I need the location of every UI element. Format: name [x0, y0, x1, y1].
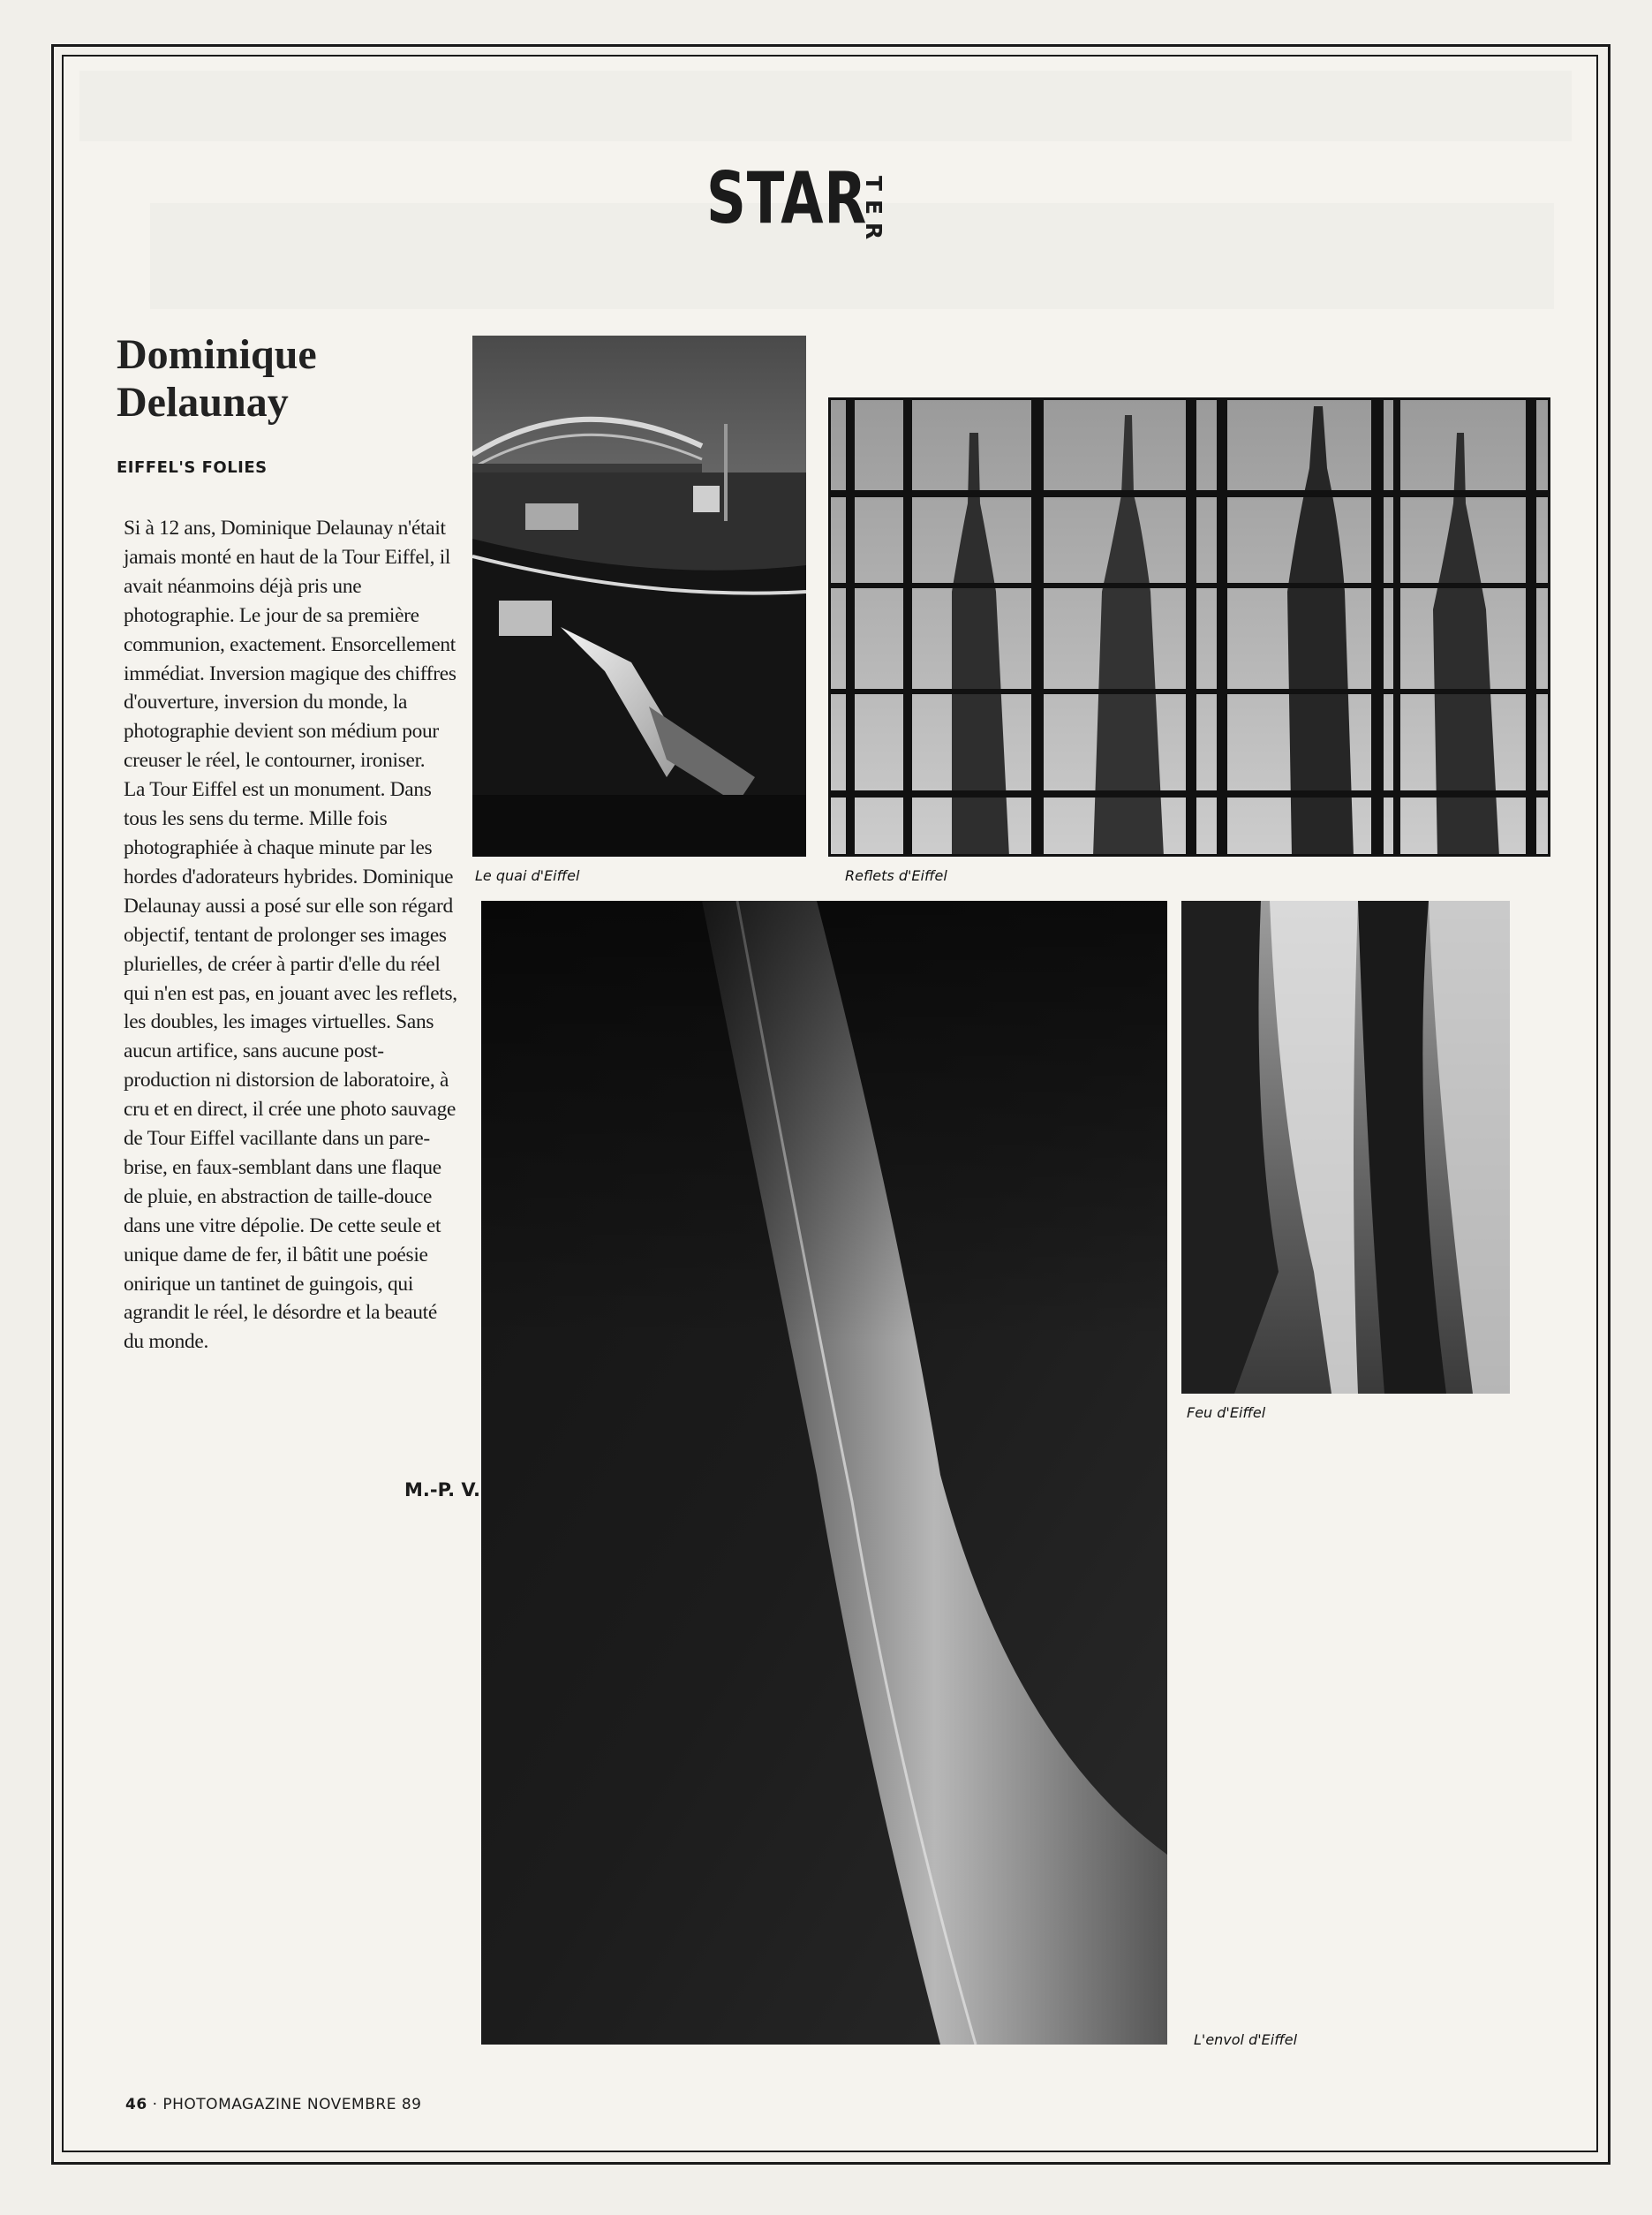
section-header-star: STAR	[706, 157, 868, 239]
author-name: Dominique Delaunay	[117, 331, 317, 426]
caption-envol-eiffel: L'envol d'Eiffel	[1194, 2031, 1298, 2048]
article-body	[124, 514, 459, 1357]
photo-reflets-eiffel	[828, 397, 1550, 857]
caption-quai-eiffel: Le quai d'Eiffel	[475, 867, 580, 884]
caption-feu-eiffel: Feu d'Eiffel	[1187, 1404, 1266, 1421]
page-footer	[125, 2096, 421, 2113]
publication-info: · PHOTOMAGAZINE NOVEMBRE 89	[147, 2096, 422, 2113]
photo-envol-eiffel	[481, 901, 1167, 2045]
article-signature: M.-P. V.	[404, 1479, 480, 1501]
section-header-starter	[706, 159, 913, 243]
caption-reflets-eiffel: Reflets d'Eiffel	[845, 867, 947, 884]
article-subtitle: EIFFEL'S FOLIES	[117, 458, 268, 477]
photo-feu-eiffel	[1181, 901, 1510, 1394]
bleed-through-top	[79, 71, 1572, 141]
photo-quai-eiffel	[472, 336, 806, 857]
paragraph: La Tour Eiffel est un monument. Dans tous les sens du terme. Mille fois photographiée à chaque minute par les hordes d'adorateurs hybrides. Dominique Delaunay aussi a posé sur elle son régard objectif, tentant de prolonger ses images plurielles, de créer à partir d'elle du réel qui n'en est pas, en jouant avec les reflets, les doubles, les images virtuelles. Sans aucun artifice, sans aucune post-production ni distorsion de laboratoire, à cru et en direct, il crée une photo sauvage de Tour Eiffel vacillante dans un pare-brise, en faux-semblant dans une flaque de pluie, en abstraction de taille-douce dans une vitre dépolie. De cette seule et unique dame de fer, il bâtit une poésie onirique un tantinet de guingois, qui agrandit le réel, le désordre et la beauté du monde.	[124, 778, 457, 1354]
section-header-ter: T E R	[861, 175, 887, 240]
page-number: 46	[125, 2096, 147, 2113]
paragraph: Si à 12 ans, Dominique Delaunay n'était jamais monté en haut de la Tour Eiffel, il avait néanmoins déjà pris une photographie. Le jour de sa première communion, exactement. Ensorcellement immédiat. Inversion magique des chiffres d'ouverture, inversion du monde, la photographie devient son médium pour creuser le réel, le contourner, ironiser.	[124, 517, 456, 773]
